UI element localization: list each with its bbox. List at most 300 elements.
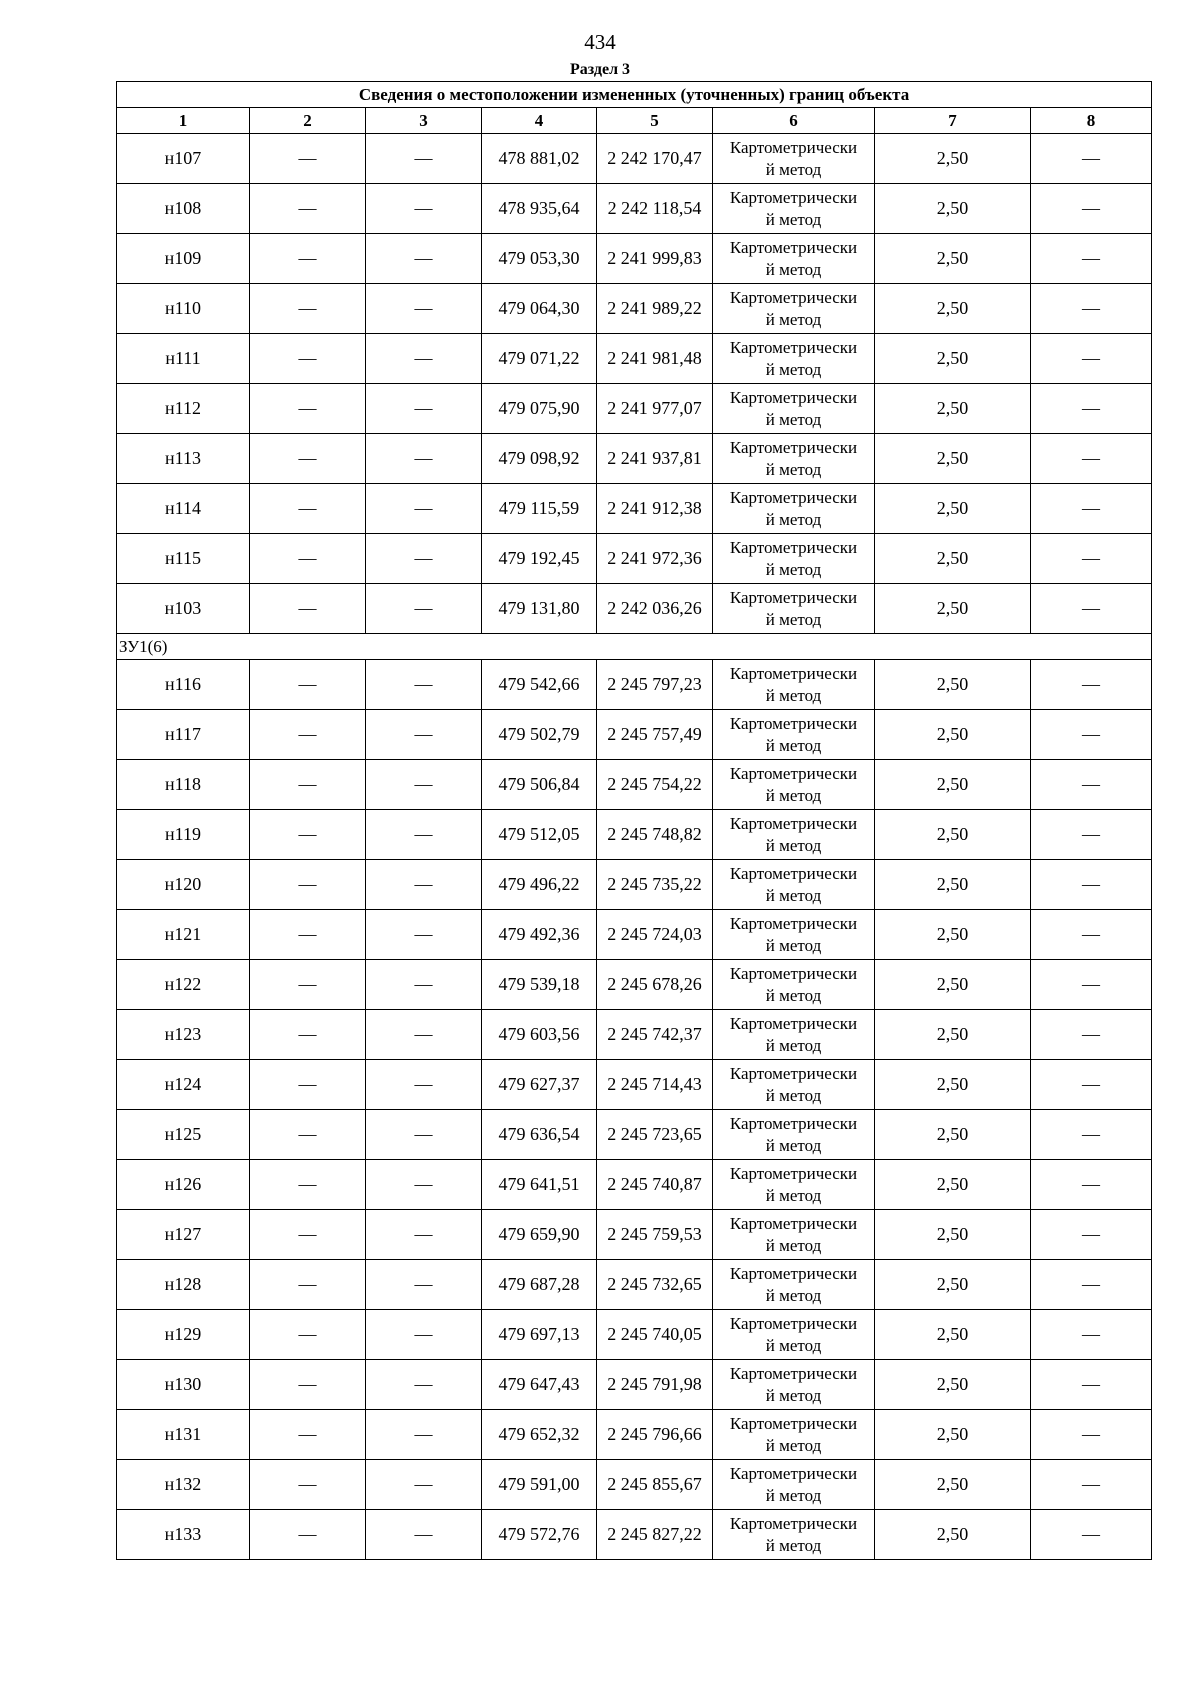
point-label: н127 [117,1210,250,1260]
point-label: н114 [117,484,250,534]
accuracy-cell: 2,50 [875,534,1031,584]
point-label: н110 [117,284,250,334]
method-cell [713,134,875,184]
dash-cell: — [1031,1460,1152,1510]
method-text: Картометрически [729,763,858,783]
method-text: Картометрически [729,1263,858,1283]
accuracy-cell: 2,50 [875,1010,1031,1060]
point-label: н133 [117,1510,250,1560]
point-label: н124 [117,1060,250,1110]
dash-cell: — [1031,1260,1152,1310]
point-label: н126 [117,1160,250,1210]
table-row [117,1260,1152,1310]
dash-cell: — [250,584,366,634]
method-text: й метод [765,159,822,179]
method-cell [713,334,875,384]
y-coordinate: 2 245 754,22 [597,760,713,810]
point-label: н111 [117,334,250,384]
x-coordinate: 478 881,02 [482,134,597,184]
accuracy-cell: 2,50 [875,1210,1031,1260]
dash-cell: — [250,234,366,284]
group-row [117,634,1152,660]
table-row [117,660,1152,710]
method-text: Картометрически [729,1363,858,1383]
method-text: й метод [765,1335,822,1355]
method-text: Картометрически [729,1013,858,1033]
point-label: н122 [117,960,250,1010]
method-text: й метод [765,1185,822,1205]
method-text: й метод [765,735,822,755]
dash-cell: — [1031,384,1152,434]
method-text: й метод [765,209,822,229]
method-cell [713,184,875,234]
method-text: Картометрически [729,863,858,883]
dash-cell: — [250,910,366,960]
dash-cell: — [250,1060,366,1110]
dash-cell: — [250,1310,366,1360]
accuracy-cell: 2,50 [875,1510,1031,1560]
method-cell [713,1360,875,1410]
method-text: й метод [765,1485,822,1505]
dash-cell: — [1031,1210,1152,1260]
dash-cell: — [366,910,482,960]
method-cell [713,910,875,960]
table-row [117,234,1152,284]
method-cell [713,1410,875,1460]
table-row [117,1210,1152,1260]
table-row [117,810,1152,860]
page-number: 434 [584,30,616,54]
y-coordinate: 2 245 797,23 [597,660,713,710]
y-coordinate: 2 245 791,98 [597,1360,713,1410]
method-cell [713,1160,875,1210]
table-row [117,710,1152,760]
dash-cell: — [250,184,366,234]
point-label: н131 [117,1410,250,1460]
method-text: й метод [765,459,822,479]
dash-cell: — [366,1110,482,1160]
dash-cell: — [1031,1060,1152,1110]
dash-cell: — [250,1510,366,1560]
column-header: 2 [250,108,366,134]
accuracy-cell: 2,50 [875,1360,1031,1410]
dash-cell: — [366,1460,482,1510]
point-label: н113 [117,434,250,484]
dash-cell: — [250,760,366,810]
dash-cell: — [366,710,482,760]
dash-cell: — [1031,960,1152,1010]
method-cell [713,1010,875,1060]
accuracy-cell: 2,50 [875,660,1031,710]
method-cell [713,1060,875,1110]
column-header: 4 [482,108,597,134]
y-coordinate: 2 245 759,53 [597,1210,713,1260]
x-coordinate: 479 652,32 [482,1410,597,1460]
y-coordinate: 2 241 999,83 [597,234,713,284]
dash-cell: — [366,1260,482,1310]
point-label: н123 [117,1010,250,1060]
dash-cell: — [1031,1360,1152,1410]
dash-cell: — [250,710,366,760]
method-text: й метод [765,559,822,579]
accuracy-cell: 2,50 [875,184,1031,234]
accuracy-cell: 2,50 [875,484,1031,534]
dash-cell: — [366,960,482,1010]
method-text: й метод [765,509,822,529]
dash-cell: — [1031,284,1152,334]
dash-cell: — [250,1110,366,1160]
x-coordinate: 479 636,54 [482,1110,597,1160]
dash-cell: — [1031,134,1152,184]
y-coordinate: 2 241 981,48 [597,334,713,384]
y-coordinate: 2 241 977,07 [597,384,713,434]
method-text: й метод [765,1435,822,1455]
point-label: н121 [117,910,250,960]
dash-cell: — [250,534,366,584]
accuracy-cell: 2,50 [875,1110,1031,1160]
dash-cell: — [1031,1110,1152,1160]
dash-cell: — [1031,860,1152,910]
dash-cell: — [366,660,482,710]
accuracy-cell: 2,50 [875,1410,1031,1460]
y-coordinate: 2 245 748,82 [597,810,713,860]
method-text: Картометрически [729,387,858,407]
method-text: Картометрически [729,137,858,157]
dash-cell: — [366,184,482,234]
x-coordinate: 479 492,36 [482,910,597,960]
x-coordinate: 479 506,84 [482,760,597,810]
column-header-row [117,108,1152,134]
table-row [117,1010,1152,1060]
dash-cell: — [366,1210,482,1260]
dash-cell: — [250,434,366,484]
x-coordinate: 479 697,13 [482,1310,597,1360]
y-coordinate: 2 245 714,43 [597,1060,713,1110]
accuracy-cell: 2,50 [875,960,1031,1010]
method-cell [713,534,875,584]
method-text: й метод [765,1285,822,1305]
point-label: н128 [117,1260,250,1310]
dash-cell: — [366,1410,482,1460]
x-coordinate: 479 115,59 [482,484,597,534]
dash-cell: — [250,1360,366,1410]
method-text: й метод [765,1035,822,1055]
method-cell [713,1460,875,1510]
method-text: й метод [765,609,822,629]
dash-cell: — [250,484,366,534]
y-coordinate: 2 245 757,49 [597,710,713,760]
y-coordinate: 2 241 912,38 [597,484,713,534]
dash-cell: — [250,810,366,860]
coordinates-table [116,81,1152,1560]
x-coordinate: 479 687,28 [482,1260,597,1310]
method-text: й метод [765,1535,822,1555]
dash-cell: — [366,810,482,860]
dash-cell: — [250,1460,366,1510]
table-row [117,384,1152,434]
y-coordinate: 2 245 855,67 [597,1460,713,1510]
table-row [117,534,1152,584]
column-header: 7 [875,108,1031,134]
accuracy-cell: 2,50 [875,810,1031,860]
dash-cell: — [366,1360,482,1410]
dash-cell: — [250,1160,366,1210]
x-coordinate: 479 131,80 [482,584,597,634]
x-coordinate: 479 512,05 [482,810,597,860]
method-text: й метод [765,409,822,429]
point-label: н116 [117,660,250,710]
x-coordinate: 479 502,79 [482,710,597,760]
x-coordinate: 479 192,45 [482,534,597,584]
y-coordinate: 2 242 036,26 [597,584,713,634]
dash-cell: — [1031,760,1152,810]
method-cell [713,234,875,284]
dash-cell: — [1031,534,1152,584]
dash-cell: — [250,860,366,910]
x-coordinate: 479 071,22 [482,334,597,384]
method-text: Картометрически [729,1063,858,1083]
x-coordinate: 479 659,90 [482,1210,597,1260]
method-text: Картометрически [729,1313,858,1333]
table-body [117,134,1152,1560]
dash-cell: — [366,384,482,434]
x-coordinate: 479 075,90 [482,384,597,434]
point-label: н107 [117,134,250,184]
method-cell [713,484,875,534]
x-coordinate: 479 647,43 [482,1360,597,1410]
table-row [117,1060,1152,1110]
table-title: Сведения о местоположении измененных (уточненных) границ объекта [117,82,1152,108]
dash-cell: — [1031,1310,1152,1360]
table-row [117,134,1152,184]
dash-cell: — [366,334,482,384]
dash-cell: — [250,1010,366,1060]
x-coordinate: 479 641,51 [482,1160,597,1210]
accuracy-cell: 2,50 [875,1160,1031,1210]
table-row [117,860,1152,910]
method-text: Картометрически [729,537,858,557]
dash-cell: — [1031,1010,1152,1060]
dash-cell: — [366,760,482,810]
method-text: й метод [765,1235,822,1255]
method-text: Картометрически [729,587,858,607]
method-text: Картометрически [729,1213,858,1233]
method-text: й метод [765,1085,822,1105]
dash-cell: — [250,1410,366,1460]
table-row [117,910,1152,960]
dash-cell: — [366,534,482,584]
dash-cell: — [1031,334,1152,384]
method-cell [713,284,875,334]
dash-cell: — [250,284,366,334]
point-label: н112 [117,384,250,434]
dash-cell: — [366,1510,482,1560]
point-label: н109 [117,234,250,284]
table-row [117,760,1152,810]
accuracy-cell: 2,50 [875,284,1031,334]
method-text: Картометрически [729,1463,858,1483]
x-coordinate: 478 935,64 [482,184,597,234]
accuracy-cell: 2,50 [875,860,1031,910]
group-label: ЗУ1(6) [117,634,1152,660]
column-header: 5 [597,108,713,134]
y-coordinate: 2 245 827,22 [597,1510,713,1560]
dash-cell: — [250,1210,366,1260]
table-row [117,1460,1152,1510]
method-cell [713,384,875,434]
method-cell [713,710,875,760]
method-text: Картометрически [729,813,858,833]
point-label: н115 [117,534,250,584]
x-coordinate: 479 496,22 [482,860,597,910]
accuracy-cell: 2,50 [875,434,1031,484]
column-header: 6 [713,108,875,134]
dash-cell: — [366,1310,482,1360]
method-cell [713,1260,875,1310]
y-coordinate: 2 245 735,22 [597,860,713,910]
dash-cell: — [366,1160,482,1210]
y-coordinate: 2 242 170,47 [597,134,713,184]
table-row [117,1160,1152,1210]
method-text: й метод [765,309,822,329]
method-text: й метод [765,885,822,905]
y-coordinate: 2 245 732,65 [597,1260,713,1310]
dash-cell: — [366,860,482,910]
y-coordinate: 2 245 740,87 [597,1160,713,1210]
method-cell [713,1210,875,1260]
dash-cell: — [366,584,482,634]
dash-cell: — [1031,234,1152,284]
y-coordinate: 2 241 972,36 [597,534,713,584]
accuracy-cell: 2,50 [875,1260,1031,1310]
point-label: н132 [117,1460,250,1510]
dash-cell: — [366,434,482,484]
accuracy-cell: 2,50 [875,1460,1031,1510]
dash-cell: — [250,134,366,184]
method-cell [713,760,875,810]
dash-cell: — [1031,710,1152,760]
method-text: Картометрически [729,1113,858,1133]
table-row [117,1360,1152,1410]
dash-cell: — [1031,184,1152,234]
method-text: й метод [765,359,822,379]
method-text: й метод [765,1135,822,1155]
method-cell [713,660,875,710]
method-text: й метод [765,935,822,955]
accuracy-cell: 2,50 [875,334,1031,384]
dash-cell: — [1031,810,1152,860]
method-text: й метод [765,259,822,279]
y-coordinate: 2 242 118,54 [597,184,713,234]
method-text: Картометрически [729,437,858,457]
table-row [117,334,1152,384]
accuracy-cell: 2,50 [875,384,1031,434]
method-text: й метод [765,685,822,705]
method-cell [713,860,875,910]
dash-cell: — [1031,1160,1152,1210]
x-coordinate: 479 064,30 [482,284,597,334]
y-coordinate: 2 245 796,66 [597,1410,713,1460]
table-row [117,960,1152,1010]
method-cell [713,584,875,634]
dash-cell: — [1031,1410,1152,1460]
dash-cell: — [1031,1510,1152,1560]
x-coordinate: 479 603,56 [482,1010,597,1060]
method-cell [713,810,875,860]
dash-cell: — [1031,434,1152,484]
method-text: Картометрически [729,1413,858,1433]
y-coordinate: 2 245 740,05 [597,1310,713,1360]
x-coordinate: 479 572,76 [482,1510,597,1560]
dash-cell: — [366,484,482,534]
method-text: Картометрически [729,663,858,683]
y-coordinate: 2 241 989,22 [597,284,713,334]
dash-cell: — [1031,910,1152,960]
method-cell [713,1110,875,1160]
point-label: н117 [117,710,250,760]
dash-cell: — [250,334,366,384]
method-text: й метод [765,835,822,855]
accuracy-cell: 2,50 [875,710,1031,760]
point-label: н119 [117,810,250,860]
method-text: й метод [765,985,822,1005]
table-row [117,184,1152,234]
accuracy-cell: 2,50 [875,1310,1031,1360]
method-cell [713,960,875,1010]
table-row [117,584,1152,634]
x-coordinate: 479 098,92 [482,434,597,484]
x-coordinate: 479 539,18 [482,960,597,1010]
accuracy-cell: 2,50 [875,234,1031,284]
x-coordinate: 479 591,00 [482,1460,597,1510]
x-coordinate: 479 542,66 [482,660,597,710]
method-text: Картометрически [729,713,858,733]
method-text: й метод [765,1385,822,1405]
section-title: Раздел 3 [569,61,631,78]
point-label: н118 [117,760,250,810]
y-coordinate: 2 245 723,65 [597,1110,713,1160]
accuracy-cell: 2,50 [875,1060,1031,1110]
method-cell [713,1310,875,1360]
y-coordinate: 2 245 742,37 [597,1010,713,1060]
dash-cell: — [366,234,482,284]
dash-cell: — [250,1260,366,1310]
method-cell [713,434,875,484]
y-coordinate: 2 241 937,81 [597,434,713,484]
dash-cell: — [250,384,366,434]
method-text: Картометрически [729,237,858,257]
point-label: н103 [117,584,250,634]
x-coordinate: 479 627,37 [482,1060,597,1110]
dash-cell: — [366,284,482,334]
y-coordinate: 2 245 678,26 [597,960,713,1010]
column-header: 8 [1031,108,1152,134]
accuracy-cell: 2,50 [875,910,1031,960]
table-row [117,434,1152,484]
table-row [117,1310,1152,1360]
point-label: н130 [117,1360,250,1410]
table-row [117,1410,1152,1460]
dash-cell: — [250,660,366,710]
dash-cell: — [1031,584,1152,634]
accuracy-cell: 2,50 [875,584,1031,634]
method-text: Картометрически [729,913,858,933]
method-text: Картометрически [729,187,858,207]
table-row [117,284,1152,334]
dash-cell: — [366,134,482,184]
table-row [117,484,1152,534]
point-label: н108 [117,184,250,234]
